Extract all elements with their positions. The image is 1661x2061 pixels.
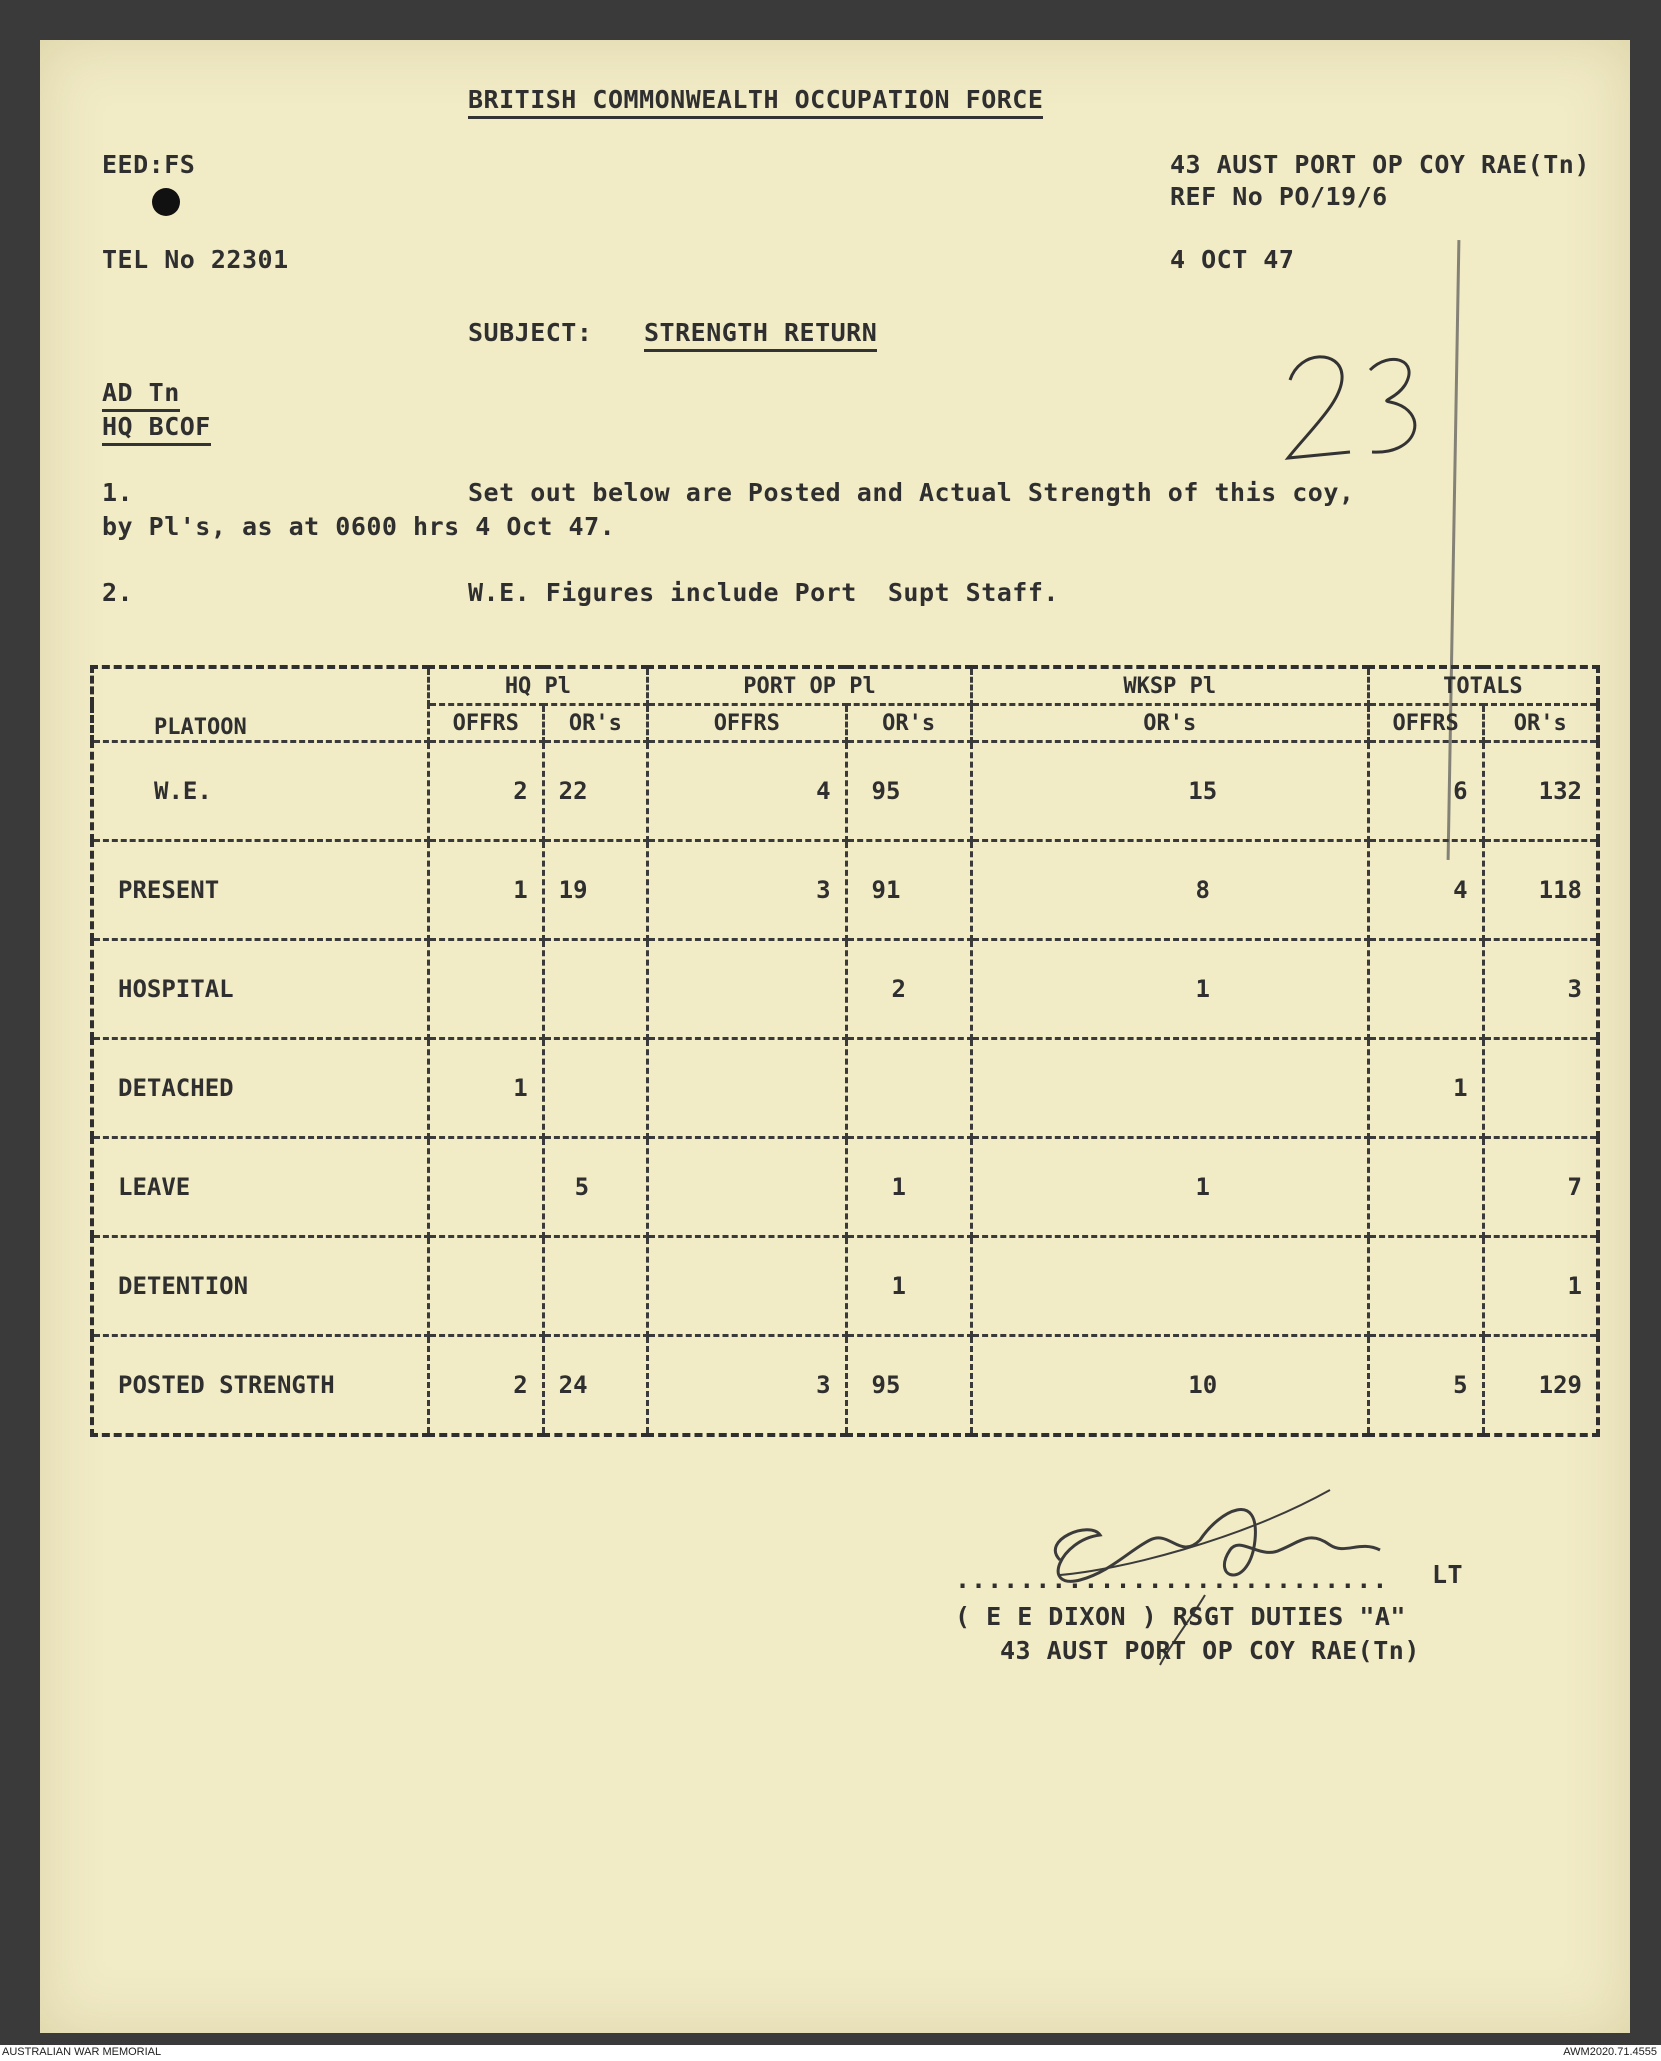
cell-totals-ors: 132 (1483, 742, 1598, 841)
row-label: DETENTION (92, 1237, 428, 1336)
archive-reference: AWM2020.71.4555 (1563, 2046, 1657, 2058)
header-wksp-ors: OR's (971, 705, 1368, 742)
cell-wksp-ors: 15 (971, 742, 1368, 841)
document-page (40, 40, 1630, 2033)
row-label: PRESENT (92, 841, 428, 940)
cell-hq-ors (543, 940, 647, 1039)
subject-label: SUBJECT: (468, 318, 593, 347)
cell-port-offrs (648, 1039, 846, 1138)
paragraph-1-line-2: by Pl's, as at 0600 hrs 4 Oct 47. (102, 512, 616, 541)
table-row (92, 841, 1598, 940)
header-port-ors: OR's (846, 705, 971, 742)
header-port-op-pl: PORT OP Pl (648, 667, 972, 705)
cell-port-offrs (648, 940, 846, 1039)
header-wksp-pl: WKSP Pl (971, 667, 1368, 705)
ink-blot (152, 188, 180, 216)
cell-port-ors: 91 (846, 841, 971, 940)
cell-port-ors: 1 (846, 1138, 971, 1237)
document-title: BRITISH COMMONWEALTH OCCUPATION FORCE (468, 85, 1043, 119)
reference-initials: EED:FS (102, 150, 196, 179)
signatory-unit: 43 AUST PORT OP COY RAE(Tn) (1000, 1636, 1420, 1665)
header-totals-ors: OR's (1483, 705, 1598, 742)
header-totals: TOTALS (1368, 667, 1598, 705)
row-label: W.E. (92, 742, 428, 841)
cell-totals-ors (1483, 1039, 1598, 1138)
cell-totals-ors: 3 (1483, 940, 1598, 1039)
cell-hq-offrs: 2 (428, 1336, 543, 1436)
strength-return-table (90, 665, 1600, 1437)
cell-hq-offrs: 1 (428, 841, 543, 940)
row-label: POSTED STRENGTH (92, 1336, 428, 1436)
cell-port-offrs: 3 (648, 1336, 846, 1436)
table-row (92, 1138, 1598, 1237)
header-hq-pl: HQ Pl (428, 667, 647, 705)
cell-hq-offrs (428, 1237, 543, 1336)
cell-port-offrs (648, 1237, 846, 1336)
cell-hq-ors: 22 (543, 742, 647, 841)
table-row (92, 742, 1598, 841)
cell-hq-offrs: 2 (428, 742, 543, 841)
reference-number: REF No PO/19/6 (1170, 182, 1388, 211)
paragraph-2-text: W.E. Figures include Port Supt Staff. (468, 578, 1059, 607)
row-label: LEAVE (92, 1138, 428, 1237)
cell-wksp-ors (971, 1237, 1368, 1336)
cell-port-ors: 95 (846, 742, 971, 841)
unit-name: 43 AUST PORT OP COY RAE(Tn) (1170, 150, 1590, 179)
paragraph-1-number: 1. (102, 478, 134, 507)
cell-hq-ors (543, 1039, 647, 1138)
header-totals-offrs: OFFRS (1368, 705, 1483, 742)
signature-dotted-line: ........................... (955, 1565, 1389, 1594)
cell-totals-offrs (1368, 1138, 1483, 1237)
cell-hq-offrs (428, 940, 543, 1039)
header-port-offrs: OFFRS (648, 705, 846, 742)
cell-port-ors (846, 1039, 971, 1138)
cell-wksp-ors: 10 (971, 1336, 1368, 1436)
header-platoon: PLATOON (92, 667, 428, 742)
cell-port-offrs: 3 (648, 841, 846, 940)
cell-totals-ors: 7 (1483, 1138, 1598, 1237)
archive-footer (0, 2045, 1661, 2061)
paragraph-1-line-1: Set out below are Posted and Actual Strength of this coy, (468, 478, 1355, 507)
cell-port-ors: 95 (846, 1336, 971, 1436)
header-hq-offrs: OFFRS (428, 705, 543, 742)
cell-wksp-ors: 1 (971, 1138, 1368, 1237)
table-row (92, 1039, 1598, 1138)
cell-wksp-ors: 8 (971, 841, 1368, 940)
archive-name: AUSTRALIAN WAR MEMORIAL (2, 2046, 162, 2058)
cell-port-ors: 2 (846, 940, 971, 1039)
document-date: 4 OCT 47 (1170, 245, 1295, 274)
cell-hq-offrs (428, 1138, 543, 1237)
cell-port-offrs (648, 1138, 846, 1237)
cell-hq-offrs: 1 (428, 1039, 543, 1138)
cell-hq-ors: 24 (543, 1336, 647, 1436)
table-group-header-row (92, 667, 1598, 705)
signatory-rank: LT (1432, 1560, 1464, 1589)
addressee-line-1: AD Tn (102, 378, 180, 412)
cell-totals-offrs: 6 (1368, 742, 1483, 841)
cell-port-offrs: 4 (648, 742, 846, 841)
cell-wksp-ors (971, 1039, 1368, 1138)
table-row (92, 1336, 1598, 1436)
cell-totals-offrs: 4 (1368, 841, 1483, 940)
paragraph-2-number: 2. (102, 578, 134, 607)
cell-totals-offrs: 1 (1368, 1039, 1483, 1138)
cell-hq-ors (543, 1237, 647, 1336)
handwritten-folio-number (1280, 340, 1480, 490)
cell-totals-offrs: 5 (1368, 1336, 1483, 1436)
cell-wksp-ors: 1 (971, 940, 1368, 1039)
telephone-number: TEL No 22301 (102, 245, 289, 274)
row-label: DETACHED (92, 1039, 428, 1138)
cell-hq-ors: 5 (543, 1138, 647, 1237)
table-row (92, 1237, 1598, 1336)
cell-totals-ors: 129 (1483, 1336, 1598, 1436)
cell-totals-offrs (1368, 940, 1483, 1039)
cell-hq-ors: 19 (543, 841, 647, 940)
header-hq-ors: OR's (543, 705, 647, 742)
cell-totals-ors: 118 (1483, 841, 1598, 940)
addressee-line-2: HQ BCOF (102, 412, 211, 446)
row-label: HOSPITAL (92, 940, 428, 1039)
cell-totals-ors: 1 (1483, 1237, 1598, 1336)
signatory-name: ( E E DIXON ) RSGT DUTIES "A" (955, 1602, 1406, 1631)
table-row (92, 940, 1598, 1039)
cell-totals-offrs (1368, 1237, 1483, 1336)
subject-text: STRENGTH RETURN (644, 318, 877, 352)
cell-port-ors: 1 (846, 1237, 971, 1336)
